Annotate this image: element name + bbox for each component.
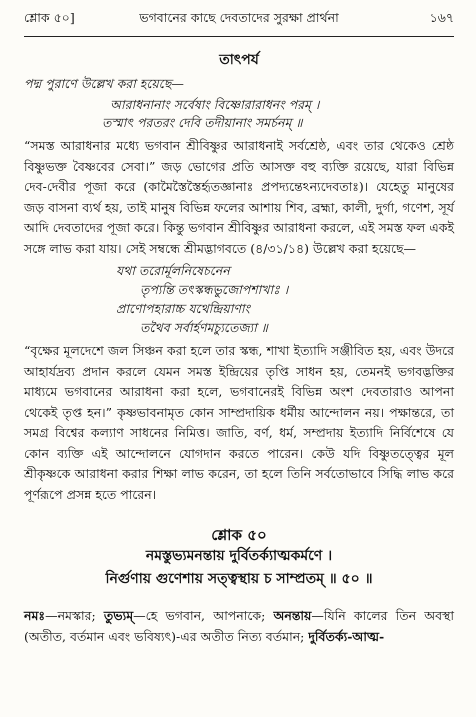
running-header (24, 0, 454, 37)
purport-intro: পদ্ম পুরাণে উল্লেখ করা হয়েছে— (24, 76, 184, 91)
header-chapter-title: ভগবানের কাছে দেবতাদের সুরক্ষা প্রার্থনা (139, 10, 339, 25)
synonym-word: অনন্তায় (273, 608, 312, 623)
page-number: ১৬৭ (429, 10, 454, 25)
synonym-word: তুভ্যম্ (103, 608, 134, 623)
header-verse-ref: শ্লোক ৫০] (24, 10, 75, 25)
purport-paragraph: “বৃক্ষের মূলদেশে জল সিঞ্চন করা হলে তার স্কন্ধ, শাখা ইত্যাদি সঞ্জীবিত হয়, এবং উদরে আহার্যদ্রব্য প্রদান করলে যেমন সমস্ত ইন্দ্রিয়ের তৃপ্তি সাধন হয়, তেমনই ভগবদ্ভক্তির মাধ্যমে ভগবানের আরাধনা করা হলে, ভগবানেরই বিভিন্ন অংশ দেবতারাও আপনা থেকেই তৃপ্ত হন।” কৃষ্ণভাবনামৃত কোন সাম্প্রদায়িক ধর্মীয় আন্দোলন নয়। পক্ষান্তরে, তা সমগ্র বিশ্বের কল্যাণ সাধনের নিমিত্ত। জাতি, বর্ণ, ধর্ম, সম্প্রদায় ইত্যাদি নির্বিশেষে যে কোন ব্যক্তি এই আন্দোলনে যোগদান করতে পারেন। কেউ যদি বিষ্ণুতত্ত্বের মূল শ্রীকৃষ্ণকে আরাধনা করার শিক্ষা লাভ করেন, তা হলে তিনি সর্বতোভাবে সিদ্ধি লাভ করে পূর্ণরূপে প্রসন্ন হতে পারেন। (24, 343, 454, 502)
synonym-meaning: —নমস্কার; (45, 608, 104, 623)
synonym-meaning: —হে ভগবান, আপনাকে; (133, 608, 274, 623)
verse-line: আরাধনানাং সর্বেষাং বিষ্ণোরারাধনং পরম্ । (110, 97, 320, 112)
synonyms (24, 605, 454, 647)
shloka-line: নমস্তুভ্যমনন্তায় দুর্বিতর্ক্যাত্মকর্মণে । (145, 548, 333, 564)
verse-line: প্রাণোপহারাচ্চ যথেন্দ্রিয়াণাং (116, 301, 250, 316)
purport-paragraph: “সমস্ত আরাধনার মধ্যে ভগবান শ্রীবিষ্ণুর আরাধনাই সর্বশ্রেষ্ঠ, এবং তার থেকেও শ্রেষ্ঠ বিষ্ণুভক্ত বৈষ্ণবের সেবা।” জড় ভোগের প্রতি আসক্ত বহু ব্যক্তি রয়েছে, যারা বিভিন্ন দেব-দেবীর পূজা করে (কামৈস্তৈস্তৈর্হৃতজ্ঞানাঃ প্রপদ্যন্তেঽন্যদেবতাঃ)। যেহেতু মানুষের জড় বাসনা ব্যর্থ হয়, তাই মানুষ বিভিন্ন ফলের আশায় শিব, ব্রহ্মা, কালী, দুর্গা, গণেশ, সূর্য আদি দেবতাদের পূজা করে। কিন্তু ভগবান শ্রীবিষ্ণুর আরাধনা করলে, এই সমস্ত ফল একই সঙ্গে লাভ করা যায়। সেই সম্বন্ধে শ্রীমদ্ভাগবতে (৪/৩১/১৪) উল্লেখ করা হয়েছে— (24, 138, 454, 256)
synonym-word: নমঃ (24, 608, 46, 623)
verse-line: তথৈব সর্বার্হণমচ্যুতেজ্যা ॥ (140, 320, 268, 335)
quoted-verse-2 (24, 261, 454, 337)
shloka-line: নির্গুণায় গুণেশায় সত্ত্বস্থায় চ সাম্প্রতম্ ॥ ৫০ ॥ (105, 571, 373, 587)
verse-line: তস্মাৎ পরতরং দেবি তদীয়ানাং সমর্চনম্ ॥ (102, 115, 303, 130)
synonym-word: দুর্বিতর্ক্য-আত্ম- (308, 629, 385, 644)
purport-heading: তাৎপর্য (219, 52, 259, 68)
quoted-verse-1 (24, 96, 454, 132)
synonym-meaning: —যিনি কালের তিন অবস্থা (অতীত, বর্তমান এবং ভবিষ্যৎ)-এর অতীত নিত্য বর্তমান; (24, 608, 454, 644)
verse-line: তৃপ্যন্তি তৎস্কন্ধভুজোপশাখাঃ । (140, 282, 289, 297)
verse-line: যথা তরোর্মূলনিষেচনেন (116, 263, 230, 278)
shloka-title: শ্লোক ৫০ (211, 526, 267, 544)
